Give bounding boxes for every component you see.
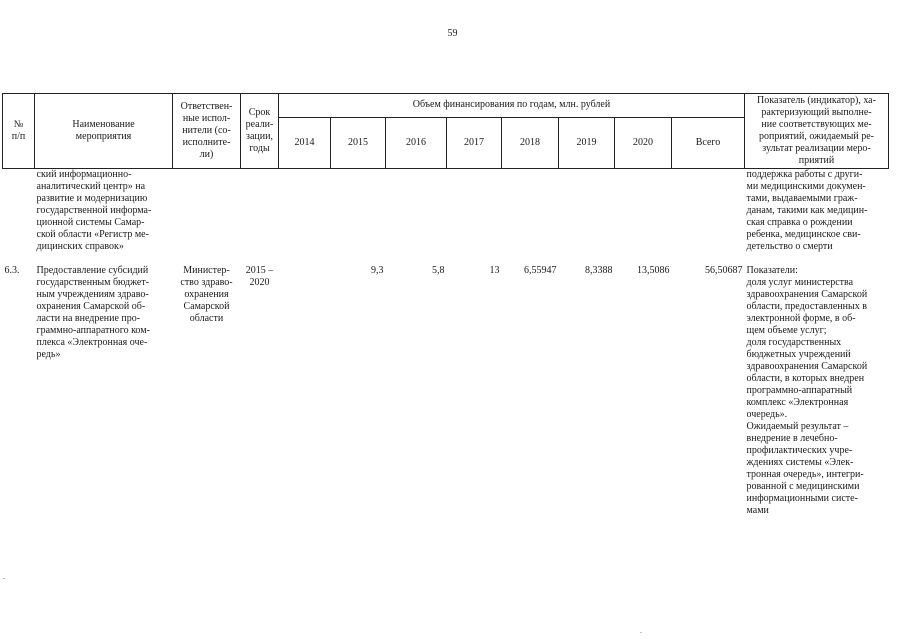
header-year: 2017 xyxy=(447,117,502,168)
row-value: 5,8 xyxy=(432,264,445,276)
row-value xyxy=(672,169,745,257)
row-number xyxy=(3,169,35,257)
row-value: 6,55947 xyxy=(524,264,557,276)
header-year: 2014 xyxy=(279,117,331,168)
row-value xyxy=(279,257,331,547)
header-year: 2018 xyxy=(502,117,559,168)
row-name: Предоставление субсидий государственным бюджет- ным учреждениям здраво- охранения Самарской об- ласти на внедрение про- граммно-аппаратного ком- плекса «Электронная оче- редь» xyxy=(36,264,150,360)
row-responsible xyxy=(173,169,241,257)
header-year: 2019 xyxy=(559,117,615,168)
header-year: 2020 xyxy=(615,117,672,168)
header-term: Срок реали- зации, годы xyxy=(241,94,279,169)
scan-mark: . xyxy=(640,626,642,635)
row-value xyxy=(502,169,559,257)
row-value: 13 xyxy=(489,264,500,276)
header-year: 2016 xyxy=(386,117,447,168)
header-year: Всего xyxy=(672,117,745,168)
header-name: Наименование мероприятия xyxy=(35,94,173,169)
header-indicator: Показатель (индикатор), ха- рактеризующий выполне- ние соответствующих ме- роприятий, ожидаемый ре- зультат реализации меро- приятий xyxy=(745,94,889,169)
header-num: № п/п xyxy=(3,94,35,169)
row-value xyxy=(447,169,502,257)
scan-mark: . xyxy=(3,572,5,581)
row-value: 13,5086 xyxy=(637,264,670,276)
row-indicator: Показатели: доля услуг министерства здравоохранения Самарской области, предоставленных в электронной форме, в об- щем объеме услуг; доля государственных бюджетных учреждений здравоохранения Самарской области, в которых внедрен программно-аппаратный комплекс «Электронная очередь». Ожидаемый результат – внедрение в лечебно- профилактических учре- ждениях системы «Элек- тронная очередь», интегри- рованной с медицинскими информационными систе- мами xyxy=(746,264,868,516)
row-value xyxy=(386,169,447,257)
row-value xyxy=(615,169,672,257)
table-row xyxy=(3,169,889,257)
row-value: 8,3388 xyxy=(585,264,613,276)
row-value: 56,50687 xyxy=(705,264,743,276)
row-value: 9,3 xyxy=(371,264,384,276)
row-indicator: поддержка работы с други- ми медицинскими докумен- тами, выдаваемыми граж- данам, такими как медицин- ская справка о рождении ребенка, медицинское сви- детельство о смерти xyxy=(746,169,868,252)
row-value xyxy=(559,169,615,257)
row-name: ский информационно- аналитический центр» на развитие и модернизацию государственной информа- ционной системы Самар- ской области «Регистр ме- дицинских справок» xyxy=(36,169,152,252)
header-year: 2015 xyxy=(331,117,386,168)
financing-table xyxy=(2,93,889,547)
row-responsible: Министер- ство здраво- охранения Самарской области xyxy=(180,264,233,324)
table-row xyxy=(3,257,889,547)
header-responsible: Ответствен- ные испол- нители (со- исполните- ли) xyxy=(173,94,241,169)
row-value xyxy=(331,169,386,257)
header-funding-group: Объем финансирования по годам, млн. рублей xyxy=(279,94,745,118)
row-term xyxy=(241,169,279,257)
page-number: 59 xyxy=(447,28,458,39)
row-term: 2015 – 2020 xyxy=(245,264,274,288)
row-number: 6.3. xyxy=(4,264,20,276)
row-value xyxy=(279,169,331,257)
